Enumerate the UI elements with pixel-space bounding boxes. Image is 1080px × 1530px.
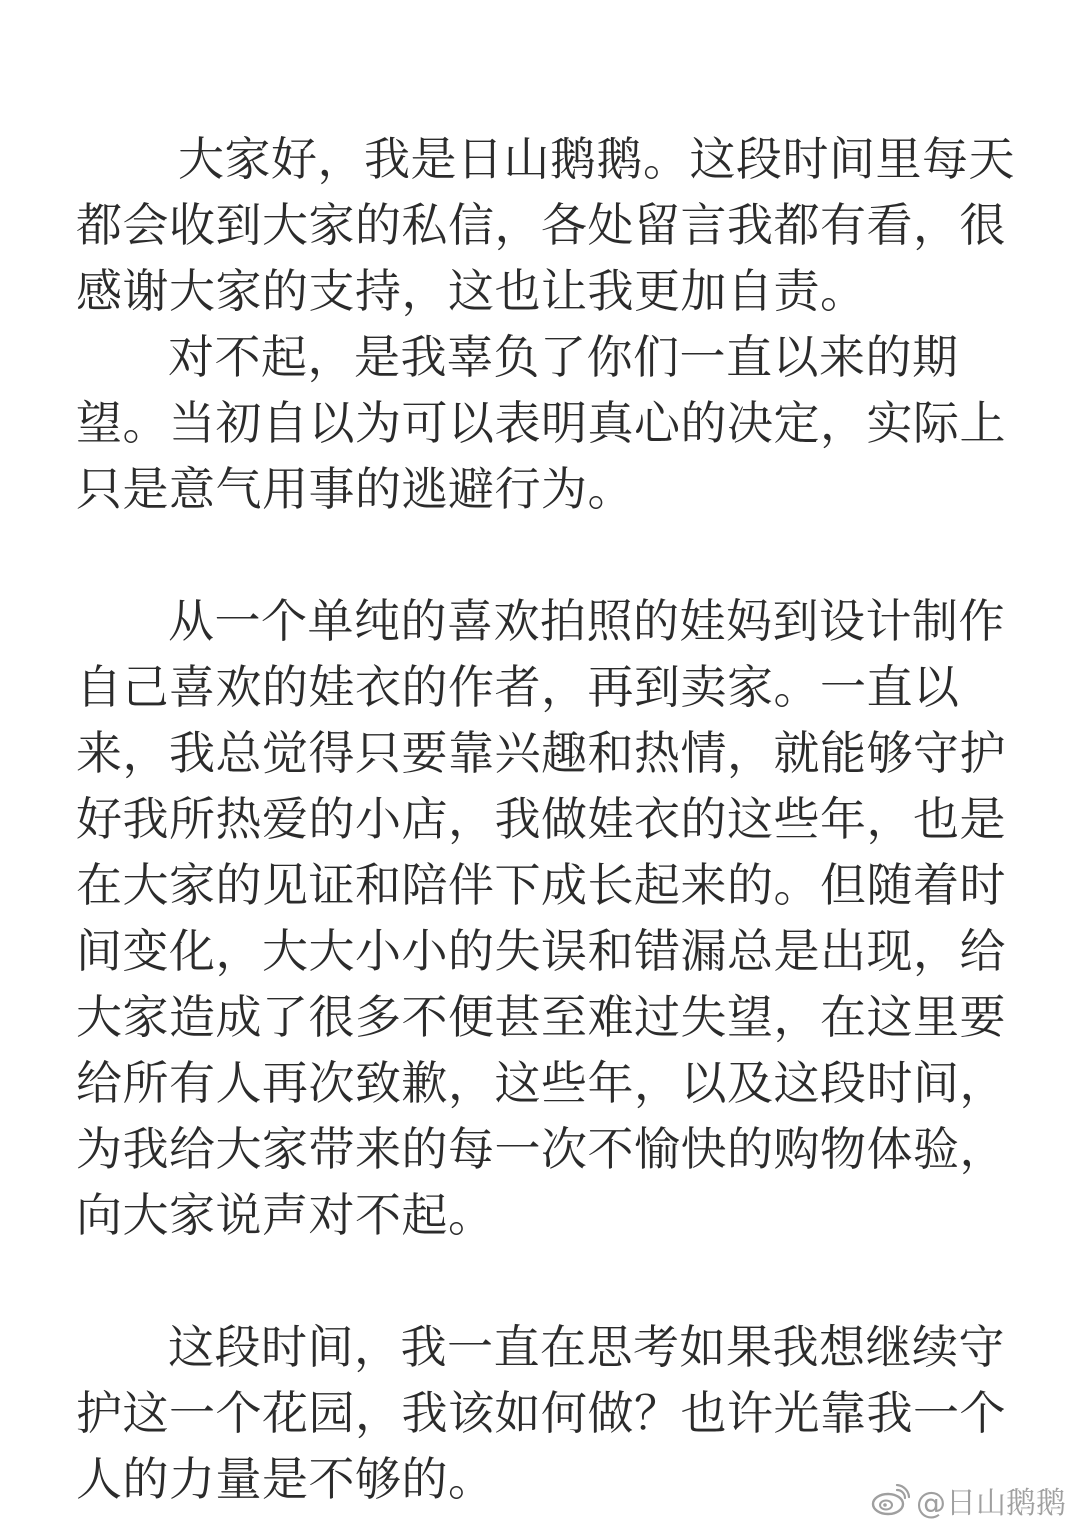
- text-line: 大家造成了很多不便甚至难过失望，在这里要: [76, 990, 1006, 1044]
- text-line: 间变化，大大小小的失误和错漏总是出现，给: [76, 924, 1006, 978]
- text-line: 人的力量是不够的。: [76, 1452, 495, 1506]
- text-line: 大家好，我是日山鹅鹅。这段时间里每天: [178, 132, 1015, 186]
- text-line: 为我给大家带来的每一次不愉快的购物体验，: [76, 1122, 1006, 1176]
- text-line: 只是意气用事的逃避行为。: [76, 462, 634, 516]
- text-line: 在大家的见证和陪伴下成长起来的。但随着时: [76, 858, 1006, 912]
- text-line: 好我所热爱的小店，我做娃衣的这些年，也是: [76, 792, 1006, 846]
- text-line: 这段时间，我一直在思考如果我想继续守: [168, 1320, 1005, 1374]
- weibo-icon: [870, 1484, 910, 1516]
- text-line: 给所有人再次致歉，这些年，以及这段时间，: [76, 1056, 1006, 1110]
- text-line: 自己喜欢的娃衣的作者，再到卖家。一直以: [76, 660, 960, 714]
- text-line: 望。当初自以为可以表明真心的决定，实际上: [76, 396, 1006, 450]
- weibo-watermark: [870, 1480, 1066, 1520]
- text-line: 护这一个花园，我该如何做？也许光靠我一个: [76, 1386, 1006, 1440]
- text-line: 从一个单纯的喜欢拍照的娃妈到设计制作: [168, 594, 1005, 648]
- text-line: 感谢大家的支持，这也让我更加自责。: [76, 264, 867, 318]
- text-line: 向大家说声对不起。: [76, 1188, 495, 1242]
- text-line: 都会收到大家的私信，各处留言我都有看，很: [76, 198, 1006, 252]
- text-line: 来，我总觉得只要靠兴趣和热情，就能够守护: [76, 726, 1006, 780]
- text-line: 对不起，是我辜负了你们一直以来的期: [168, 330, 959, 384]
- watermark-handle: @日山鹅鹅: [916, 1486, 1066, 1521]
